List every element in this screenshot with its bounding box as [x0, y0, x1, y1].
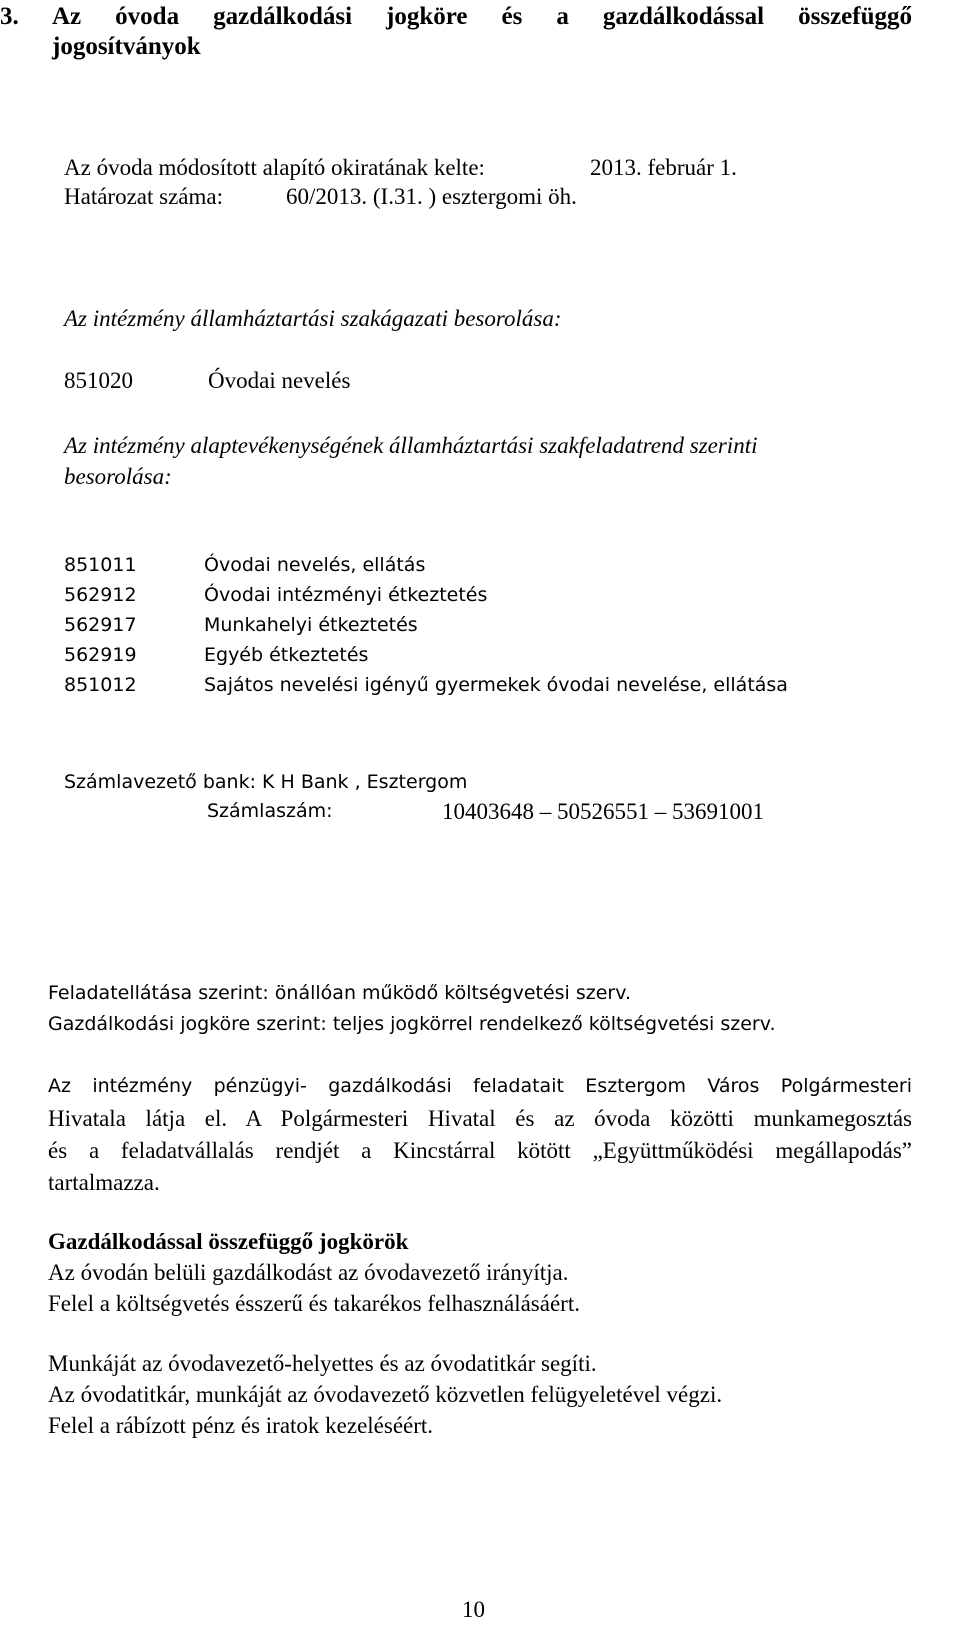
activity-row [64, 670, 788, 700]
activity-code: 562917 [64, 614, 137, 636]
activity-list [64, 550, 788, 700]
activity-heading-line1: Az intézmény alaptevékenységének államháztartási szakfeladatrend szerinti [64, 433, 758, 458]
section-number: 3. [0, 3, 19, 30]
status-line2: Gazdálkodási jogköre szerint: teljes jogkörrel rendelkező költségvetési szerv. [48, 1013, 776, 1035]
founding-doc-date: 2013. február 1. [590, 155, 737, 180]
rights-line: Felel a rábízott pénz és iratok kezeléséért. [48, 1413, 434, 1438]
account-number: 10403648 – 50526551 – 53691001 [442, 799, 764, 824]
status-line1: Feladatellátása szerint: önállóan működő költségvetési szerv. [48, 982, 632, 1004]
activity-row [64, 640, 788, 670]
finance-line2: Hivatala látja el. A Polgármesteri Hivatal és az óvoda közötti munkamegosztás [48, 1106, 912, 1131]
activity-name: Egyéb étkeztetés [204, 644, 369, 666]
activity-name: Óvodai intézményi étkeztetés [204, 584, 488, 606]
resolution-label: Határozat száma: [64, 184, 223, 209]
activity-heading-line2: besorolása: [64, 464, 172, 489]
activity-name: Sajátos nevelési igényű gyermekek óvodai nevelése, ellátása [204, 674, 788, 696]
activity-row [64, 580, 788, 610]
rights-line: Az óvodatitkár, munkáját az óvodavezető közvetlen felügyeletével végzi. [48, 1382, 723, 1407]
activity-code: 562919 [64, 644, 137, 666]
activity-name: Óvodai nevelés, ellátás [204, 554, 426, 576]
sector-name: Óvodai nevelés [208, 368, 351, 393]
page-number: 10 [462, 1597, 485, 1622]
rights-heading: Gazdálkodással összefüggő jogkörök [48, 1229, 409, 1254]
rights-line: Munkáját az óvodavezető-helyettes és az óvodatitkár segíti. [48, 1351, 597, 1376]
rights-line: Az óvodán belüli gazdálkodást az óvodavezető irányítja. [48, 1260, 569, 1285]
activity-code: 562912 [64, 584, 137, 606]
activity-row [64, 550, 788, 580]
section-title-line1: Az óvoda gazdálkodási jogköre és a gazdálkodással összefüggő [52, 3, 912, 30]
bank-line: Számlavezető bank: K H Bank , Esztergom [64, 771, 468, 793]
activity-row [64, 610, 788, 640]
finance-line1: Az intézmény pénzügyi- gazdálkodási feladatait Esztergom Város Polgármesteri [48, 1075, 912, 1097]
account-label: Számlaszám: [207, 800, 333, 822]
activity-code: 851012 [64, 674, 137, 696]
finance-line4: tartalmazza. [48, 1170, 160, 1195]
section-title-line2: jogosítványok [52, 33, 201, 60]
founding-doc-label: Az óvoda módosított alapító okiratának kelte: [64, 155, 485, 180]
rights-line: Felel a költségvetés ésszerű és takarékos felhasználásáért. [48, 1291, 580, 1316]
finance-line3: és a feladatvállalás rendjét a Kincstárral kötött „Együttműködési megállapodás” [48, 1138, 912, 1163]
activity-code: 851011 [64, 554, 137, 576]
activity-name: Munkahelyi étkeztetés [204, 614, 418, 636]
sector-heading: Az intézmény államháztartási szakágazati besorolása: [64, 306, 562, 331]
resolution-value: 60/2013. (I.31. ) esztergomi öh. [286, 184, 577, 209]
sector-code: 851020 [64, 368, 133, 393]
